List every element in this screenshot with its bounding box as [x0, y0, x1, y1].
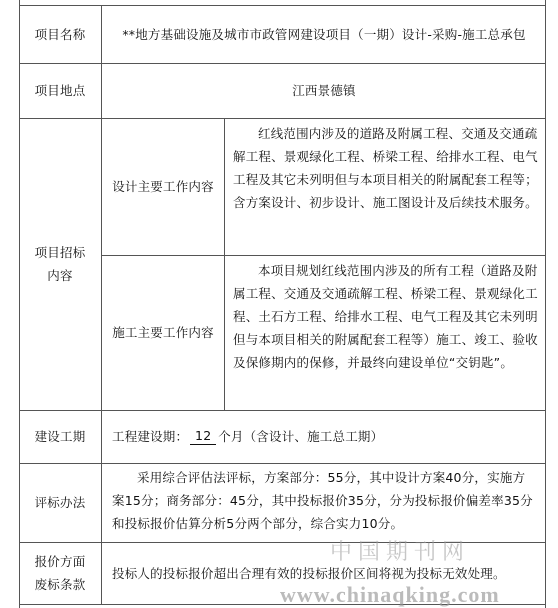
quote-invalid-text: 投标人的投标报价超出合理有效的投标报价区间将视为投标无效处理。: [112, 565, 506, 581]
design-scope-text: 红线范围内涉及的道路及附属工程、交通及交通疏解工程、景观绿化工程、桥梁工程、给排水工程、电气工程及其它未列明但与本项目相关的附属配套工程等；含方案设计、初步设计、施工图设计及后续技术服务。: [233, 126, 538, 210]
project-location-value: 江西景德镇: [292, 83, 356, 98]
watermark-site-name: 中国期刊网: [330, 540, 471, 565]
evaluation-method-label: 评标办法: [34, 495, 86, 510]
construction-period-value: [102, 410, 546, 463]
construction-period-months: 12: [190, 428, 216, 445]
bidding-content-label: 项目招标内容: [34, 245, 86, 283]
project-name-value: **地方基础设施及城市市政管网建设项目（一期）设计-采购-施工总承包: [122, 26, 526, 42]
construction-period-suffix: 个月（含设计、施工总工期）: [218, 429, 384, 444]
quote-invalid-label: 报价方面废标条款: [34, 554, 86, 592]
design-scope-label: 设计主要工作内容: [112, 179, 214, 194]
construction-period-prefix: 工程建设期：: [112, 429, 189, 444]
construction-period-label: 建设工期: [34, 429, 86, 444]
project-name-label: 项目名称: [34, 26, 86, 42]
construction-scope-text: 本项目规划红线范围内涉及的所有工程（道路及附属工程、交通及交通疏解工程、桥梁工程、景观绿化工程、土石方工程、给排水工程、电气工程及其它未列明但与本项目相关的附属配套工程等）施工、竣工、验收及保修期内的保修，并最终向建设单位“交钥匙”。: [233, 263, 538, 370]
watermark-url: www.chinaqking.com: [280, 582, 500, 607]
construction-scope-label: 施工主要工作内容: [112, 325, 214, 340]
evaluation-method-text: 采用综合评估法评标，方案部分：55分，其中设计方案40分，实施方案15分；商务部分：45分，其中投标报价35分，分为投标报价偏差率35分和投标报价估算分析5分两个部分，综合实力10分。: [112, 470, 533, 531]
project-location-label: 项目地点: [34, 83, 86, 98]
